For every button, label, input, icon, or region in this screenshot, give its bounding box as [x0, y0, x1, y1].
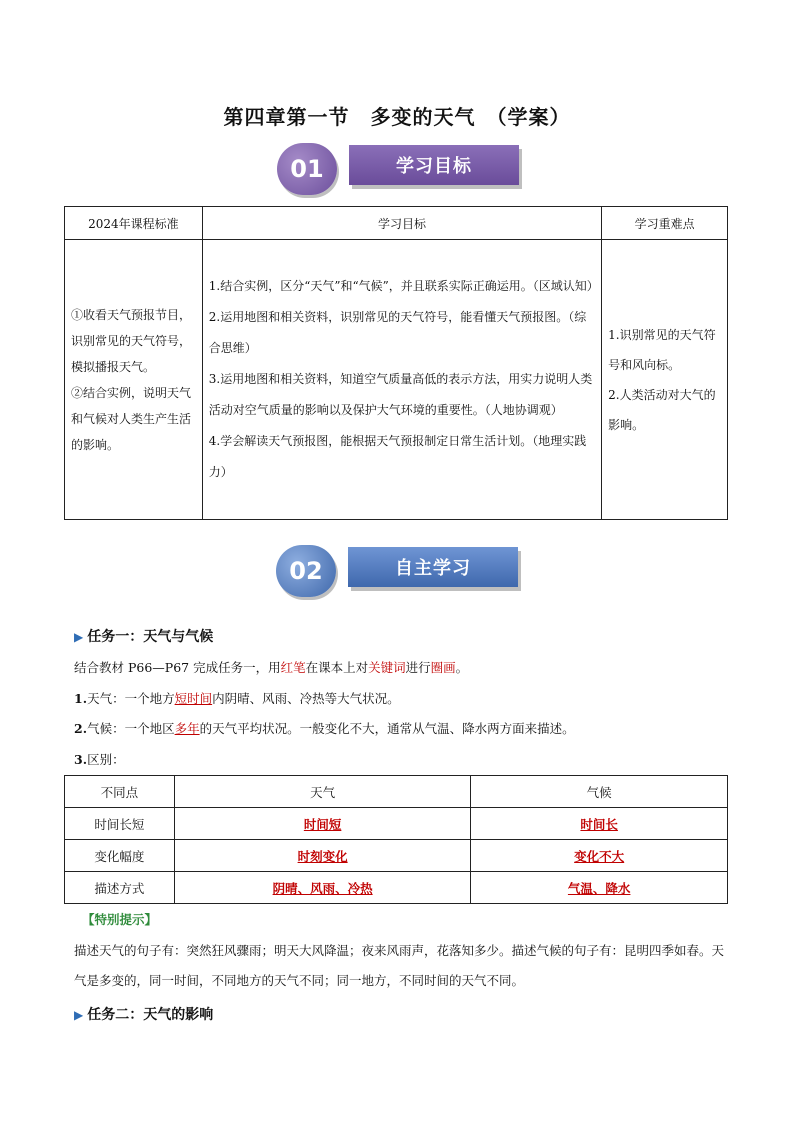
standard-item: ①收看天气预报节目，识别常见的天气符号，模拟播报天气。 — [71, 307, 192, 374]
section-label: 学习目标 — [349, 145, 519, 185]
tip-text: 描述天气的句子有：突然狂风骤雨；明天大风降温；夜来风雨声，花落知多少。描述气候的句子有：昆明四季如春。天气是多变的，同一时间，不同地方的天气不同；同一地方，不同时间的天气不同。 — [74, 943, 725, 988]
goal-item: 4.学会解读天气预报图，能根据天气预报制定日常生活计划。（地理实践力） — [208, 434, 587, 479]
table-row: 变化幅度 时刻变化 变化不大 — [65, 840, 728, 872]
table-row: 不同点 天气 气候 — [65, 776, 728, 808]
section-number: 01 — [277, 143, 337, 195]
tip-heading: 【特别提示】 — [82, 912, 158, 927]
difference-heading: 3.区别： — [74, 752, 125, 767]
key-point-item: 1.识别常见的天气符号和风向标。 — [608, 327, 716, 372]
task-intro: 结合教材 P66—P67 完成任务一，用红笔在课本上对关键词进行圈画。 — [74, 660, 469, 675]
section-banner-self-study — [276, 545, 526, 597]
table-row: 时间长短 时间短 时间长 — [65, 808, 728, 840]
difference-table — [64, 775, 728, 904]
page-title: 第四章第一节 多变的天气 （学案） — [223, 105, 571, 129]
key-points-cell — [602, 240, 728, 520]
standard-item: ②结合实例，说明天气和气候对人类生产生活的影响。 — [71, 385, 192, 452]
triangle-bullet-icon: ▶ — [74, 630, 84, 644]
goal-item: 3.运用地图和相关资料，知道空气质量高低的表示方法，用实力说明人类活动对空气质量的影响以及保护大气环境的重要性。（人地协调观） — [208, 372, 593, 417]
goal-item: 2.运用地图和相关资料，识别常见的天气符号，能看懂天气预报图。（综合思维） — [208, 310, 587, 355]
goal-item: 1.结合实例，区分“天气”和“气候”，并且联系实际正确运用。（区域认知） — [208, 279, 599, 293]
standard-cell — [65, 240, 203, 520]
table-header: 学习目标 — [202, 207, 601, 240]
task-heading: ▶ 任务一：天气与气候 — [74, 629, 214, 645]
triangle-bullet-icon: ▶ — [74, 1008, 84, 1022]
table-row: 描述方式 阴晴、风雨、冷热 气温、降水 — [65, 872, 728, 904]
key-point-item: 2.人类活动对大气的影响。 — [608, 387, 716, 432]
task-heading: ▶ 任务二：天气的影响 — [74, 1007, 214, 1023]
objectives-table — [64, 206, 728, 520]
table-header: 2024年课程标准 — [65, 207, 203, 240]
table-header: 学习重难点 — [602, 207, 728, 240]
definition-climate: 2.气候：一个地区多年的天气平均状况。一般变化不大，通常从气温、降水两方面来描述。 — [74, 721, 575, 736]
section-banner-objectives — [277, 143, 527, 195]
section-label: 自主学习 — [348, 547, 518, 587]
section-number: 02 — [276, 545, 336, 597]
definition-weather: 1.天气：一个地方短时间内阴晴、风雨、冷热等大气状况。 — [74, 691, 400, 706]
goals-cell — [202, 240, 601, 520]
